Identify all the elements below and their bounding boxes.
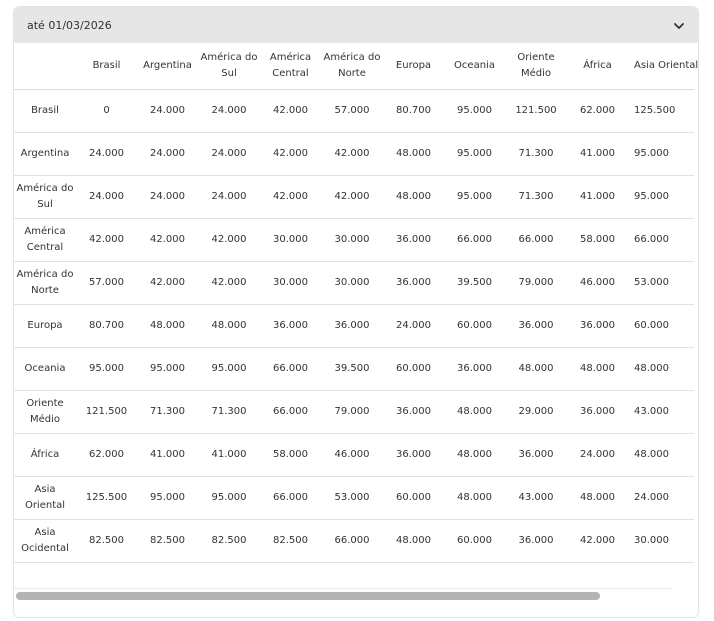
table-cell: 30.000 [260, 262, 321, 305]
table-row [14, 90, 694, 133]
column-header: Brasil [76, 43, 137, 90]
table-cell: 24.000 [198, 133, 260, 176]
table-cell: 48.000 [383, 133, 444, 176]
table-cell: 36.000 [505, 434, 567, 477]
table-row [14, 262, 694, 305]
table-cell: 36.000 [444, 348, 505, 391]
table-cell: 66.000 [321, 520, 383, 563]
table-cell: 95.000 [628, 133, 694, 176]
table-cell: 71.300 [198, 391, 260, 434]
table-cell: 36.000 [567, 305, 628, 348]
horizontal-scrollbar-thumb[interactable] [16, 592, 600, 600]
table-cell: 41.000 [198, 434, 260, 477]
table-row [14, 477, 694, 520]
table-cell: 30.000 [260, 219, 321, 262]
table-row [14, 176, 694, 219]
table-cell: 36.000 [567, 391, 628, 434]
column-header: Oceania [444, 43, 505, 90]
table-cell: 48.000 [444, 391, 505, 434]
table-cell: 60.000 [383, 348, 444, 391]
table-cell: 43.000 [505, 477, 567, 520]
table-cell: 36.000 [505, 305, 567, 348]
table-cell: 125.500 [76, 477, 137, 520]
table-cell: 71.300 [505, 176, 567, 219]
table-cell: 48.000 [198, 305, 260, 348]
table-cell: 24.000 [137, 133, 198, 176]
table-cell: 95.000 [444, 176, 505, 219]
table-cell: 62.000 [76, 434, 137, 477]
table-cell: 36.000 [383, 391, 444, 434]
table-cell: 95.000 [198, 348, 260, 391]
row-header: América Central [14, 219, 76, 262]
table-cell: 39.500 [444, 262, 505, 305]
table-cell: 57.000 [321, 90, 383, 133]
table-cell: 79.000 [321, 391, 383, 434]
table-cell: 48.000 [567, 477, 628, 520]
table-cell: 66.000 [260, 348, 321, 391]
row-header: Europa [14, 305, 76, 348]
table-cell: 95.000 [444, 133, 505, 176]
column-header: América Central [260, 43, 321, 90]
table-cell: 53.000 [321, 477, 383, 520]
table-cell: 24.000 [76, 176, 137, 219]
table-cell: 42.000 [321, 176, 383, 219]
column-header: África [567, 43, 628, 90]
table-cell: 48.000 [383, 176, 444, 219]
table-cell: 80.700 [76, 305, 137, 348]
table-cell: 71.300 [505, 133, 567, 176]
table-row [14, 348, 694, 391]
table-cell: 42.000 [76, 219, 137, 262]
table-cell: 82.500 [76, 520, 137, 563]
table-cell: 42.000 [198, 219, 260, 262]
table-cell: 42.000 [137, 219, 198, 262]
table-cell: 48.000 [383, 520, 444, 563]
table-cell: 41.000 [567, 133, 628, 176]
table-cell: 48.000 [444, 434, 505, 477]
table-cell: 36.000 [383, 434, 444, 477]
table-cell: 79.000 [505, 262, 567, 305]
column-header: América do Sul [198, 43, 260, 90]
table-cell: 24.000 [383, 305, 444, 348]
chevron-down-icon[interactable] [672, 19, 686, 33]
table-cell: 24.000 [137, 176, 198, 219]
table-cell: 24.000 [137, 90, 198, 133]
table-cell: 24.000 [198, 90, 260, 133]
price-table [14, 43, 699, 563]
table-cell: 24.000 [198, 176, 260, 219]
column-header: Asia Oriental [628, 43, 694, 90]
column-header: América do Norte [321, 43, 383, 90]
row-header: América do Sul [14, 176, 76, 219]
table-cell: 46.000 [567, 262, 628, 305]
table-cell: 82.500 [137, 520, 198, 563]
table-cell: 62.000 [567, 90, 628, 133]
table-cell: 82.500 [260, 520, 321, 563]
column-header: Oriente Médio [505, 43, 567, 90]
table-cell: 60.000 [444, 305, 505, 348]
table-cell: 95.000 [76, 348, 137, 391]
table-cell: 125.500 [628, 90, 694, 133]
table-cell: 66.000 [628, 219, 694, 262]
table-cell: 30.000 [628, 520, 694, 563]
table-cell: 48.000 [505, 348, 567, 391]
table-cell: 36.000 [505, 520, 567, 563]
table-row [14, 305, 694, 348]
table-cell: 66.000 [260, 391, 321, 434]
table-cell: 41.000 [567, 176, 628, 219]
table-cell: 48.000 [628, 348, 694, 391]
table-cell: 42.000 [260, 90, 321, 133]
table-row [14, 133, 694, 176]
table-cell: 36.000 [383, 262, 444, 305]
table-row [14, 434, 694, 477]
table-cell: 46.000 [321, 434, 383, 477]
table-cell: 71.300 [137, 391, 198, 434]
table-cell: 43.000 [628, 391, 694, 434]
table-cell: 36.000 [383, 219, 444, 262]
table-cell: 41.000 [137, 434, 198, 477]
table-cell: 30.000 [321, 262, 383, 305]
table-cell: 42.000 [321, 133, 383, 176]
table-cell: 66.000 [260, 477, 321, 520]
row-header: África [14, 434, 76, 477]
table-cell: 42.000 [567, 520, 628, 563]
table-cell: 66.000 [505, 219, 567, 262]
table-cell: 95.000 [137, 477, 198, 520]
table-cell: 82.500 [198, 520, 260, 563]
table-cell: 48.000 [137, 305, 198, 348]
row-header: América do Norte [14, 262, 76, 305]
table-cell: 42.000 [260, 176, 321, 219]
table-cell: 80.700 [383, 90, 444, 133]
table-cell: 48.000 [567, 348, 628, 391]
row-header: Oceania [14, 348, 76, 391]
table-cell: 42.000 [260, 133, 321, 176]
table-cell: 48.000 [628, 434, 694, 477]
table-cell: 24.000 [567, 434, 628, 477]
row-header: Oriente Médio [14, 391, 76, 434]
table-cell: 60.000 [444, 520, 505, 563]
table-row [14, 520, 694, 563]
table-cell: 95.000 [137, 348, 198, 391]
table-cell: 29.000 [505, 391, 567, 434]
table-cell: 36.000 [260, 305, 321, 348]
table-cell: 57.000 [76, 262, 137, 305]
table-cell: 0 [76, 90, 137, 133]
table-cell: 95.000 [198, 477, 260, 520]
table-cell: 30.000 [321, 219, 383, 262]
table-cell: 42.000 [198, 262, 260, 305]
row-header: Argentina [14, 133, 76, 176]
row-header: Brasil [14, 90, 76, 133]
column-header: Argentina [137, 43, 198, 90]
table-cell: 24.000 [628, 477, 694, 520]
column-header: Europa [383, 43, 444, 90]
table-cell: 42.000 [137, 262, 198, 305]
table-viewport [14, 43, 699, 575]
row-header: Asia Oriental [14, 477, 76, 520]
table-cell: 58.000 [260, 434, 321, 477]
table-cell: 95.000 [444, 90, 505, 133]
table-row [14, 219, 694, 262]
accordion-header[interactable] [14, 7, 698, 43]
table-cell: 121.500 [505, 90, 567, 133]
table-cell: 24.000 [76, 133, 137, 176]
table-cell: 48.000 [444, 477, 505, 520]
table-cell: 36.000 [321, 305, 383, 348]
table-cell: 39.500 [321, 348, 383, 391]
table-cell: 60.000 [628, 305, 694, 348]
table-cell: 53.000 [628, 262, 694, 305]
table-cell: 66.000 [444, 219, 505, 262]
table-row [14, 391, 694, 434]
table-cell: 58.000 [567, 219, 628, 262]
table-cell: 60.000 [383, 477, 444, 520]
table-header-row [14, 43, 694, 90]
table-cell: 95.000 [628, 176, 694, 219]
column-header-corner [14, 43, 76, 90]
row-header: Asia Ocidental [14, 520, 76, 563]
accordion-title: até 01/03/2026 [27, 18, 112, 32]
table-cell: 121.500 [76, 391, 137, 434]
